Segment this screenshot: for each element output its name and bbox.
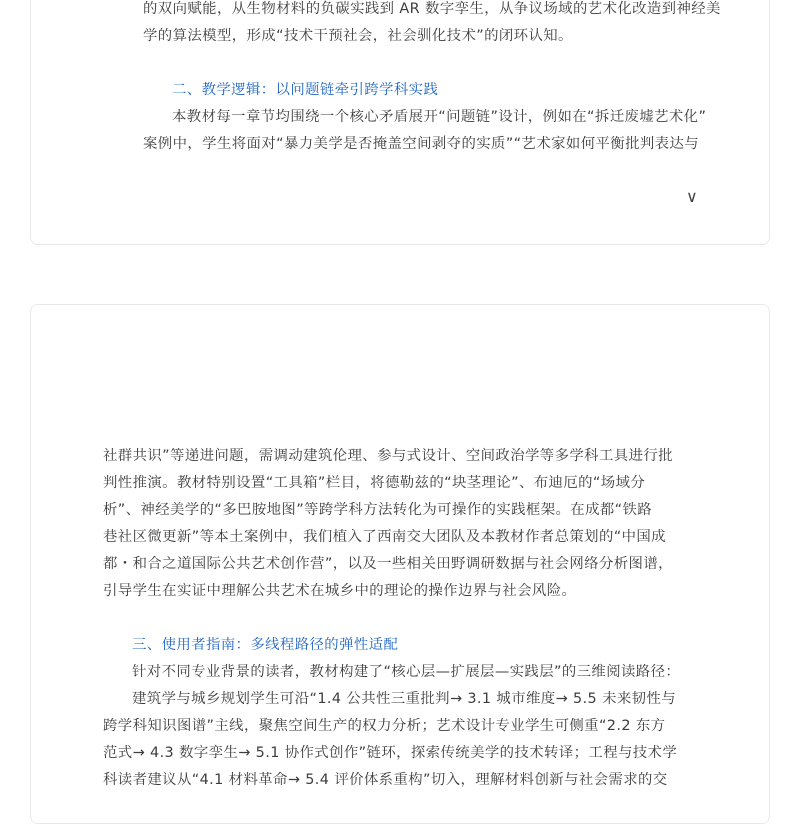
text-line: 析”、神经美学的“多巴胺地图”等跨学科方法转化为可操作的实践框架。在成都“铁路 bbox=[103, 502, 653, 518]
text-line: 针对不同专业背景的读者，教材构建了“核心层—扩展层—实践层”的三维阅读路径： bbox=[132, 664, 681, 680]
text-line: 判性推演。教材特别设置“工具箱”栏目，将德勒兹的“块茎理论”、布迪厄的“场域分 bbox=[103, 475, 646, 491]
text-line: 的双向赋能，从生物材料的负碳实践到 AR 数字孪生，从争议场域的艺术化改造到神经美 bbox=[143, 1, 721, 17]
section-heading-2: 二、教学逻辑：以问题链牵引跨学科实践 bbox=[172, 82, 439, 98]
paragraph-1 bbox=[143, 0, 721, 50]
expand-chevron-icon[interactable]: ∨ bbox=[686, 187, 698, 206]
text-line: 巷社区微更新”等本土案例中，我们植入了西南交大团队及本教材作者总策划的“中国成 bbox=[103, 529, 666, 545]
text-line: 都・和合之道国际公共艺术创作营”，以及一些相关田野调研数据与社会网络分析图谱， bbox=[103, 556, 673, 572]
text-line: 科读者建议从“4.1 材料革命→ 5.4 评价体系重构”切入，理解材料创新与社会需求的交 bbox=[103, 772, 668, 788]
text-line: 案例中，学生将面对“暴力美学是否掩盖空间剥夺的实质”“艺术家如何平衡批判表达与 bbox=[143, 136, 700, 152]
paragraph-2 bbox=[143, 104, 706, 158]
text-line: 跨学科知识图谱”主线，聚焦空间生产的权力分析；艺术设计专业学生可侧重“2.2 东方 bbox=[103, 718, 666, 734]
paragraph-4 bbox=[103, 659, 680, 794]
text-line: 学的算法模型，形成“技术干预社会，社会驯化技术”的闭环认知。 bbox=[143, 28, 573, 44]
text-line: 引导学生在实证中理解公共艺术在城乡中的理论的操作边界与社会风险。 bbox=[103, 583, 577, 599]
text-line: 建筑学与城乡规划学生可沿“1.4 公共性三重批判→ 3.1 城市维度→ 5.5 未来韧性与 bbox=[132, 691, 677, 707]
paragraph-3 bbox=[103, 443, 673, 605]
text-line: 本教材每一章节均围绕一个核心矛盾展开“问题链”设计，例如在“拆迁废墟艺术化” bbox=[172, 109, 707, 125]
text-line: 范式→ 4.3 数字孪生→ 5.1 协作式创作”链环，探索传统美学的技术转译；工程与技术学 bbox=[103, 745, 678, 761]
text-line: 社群共识”等递进问题，需调动建筑伦理、参与式设计、空间政治学等多学科工具进行批 bbox=[103, 448, 673, 464]
section-heading-3: 三、使用者指南：多线程路径的弹性适配 bbox=[132, 637, 399, 653]
